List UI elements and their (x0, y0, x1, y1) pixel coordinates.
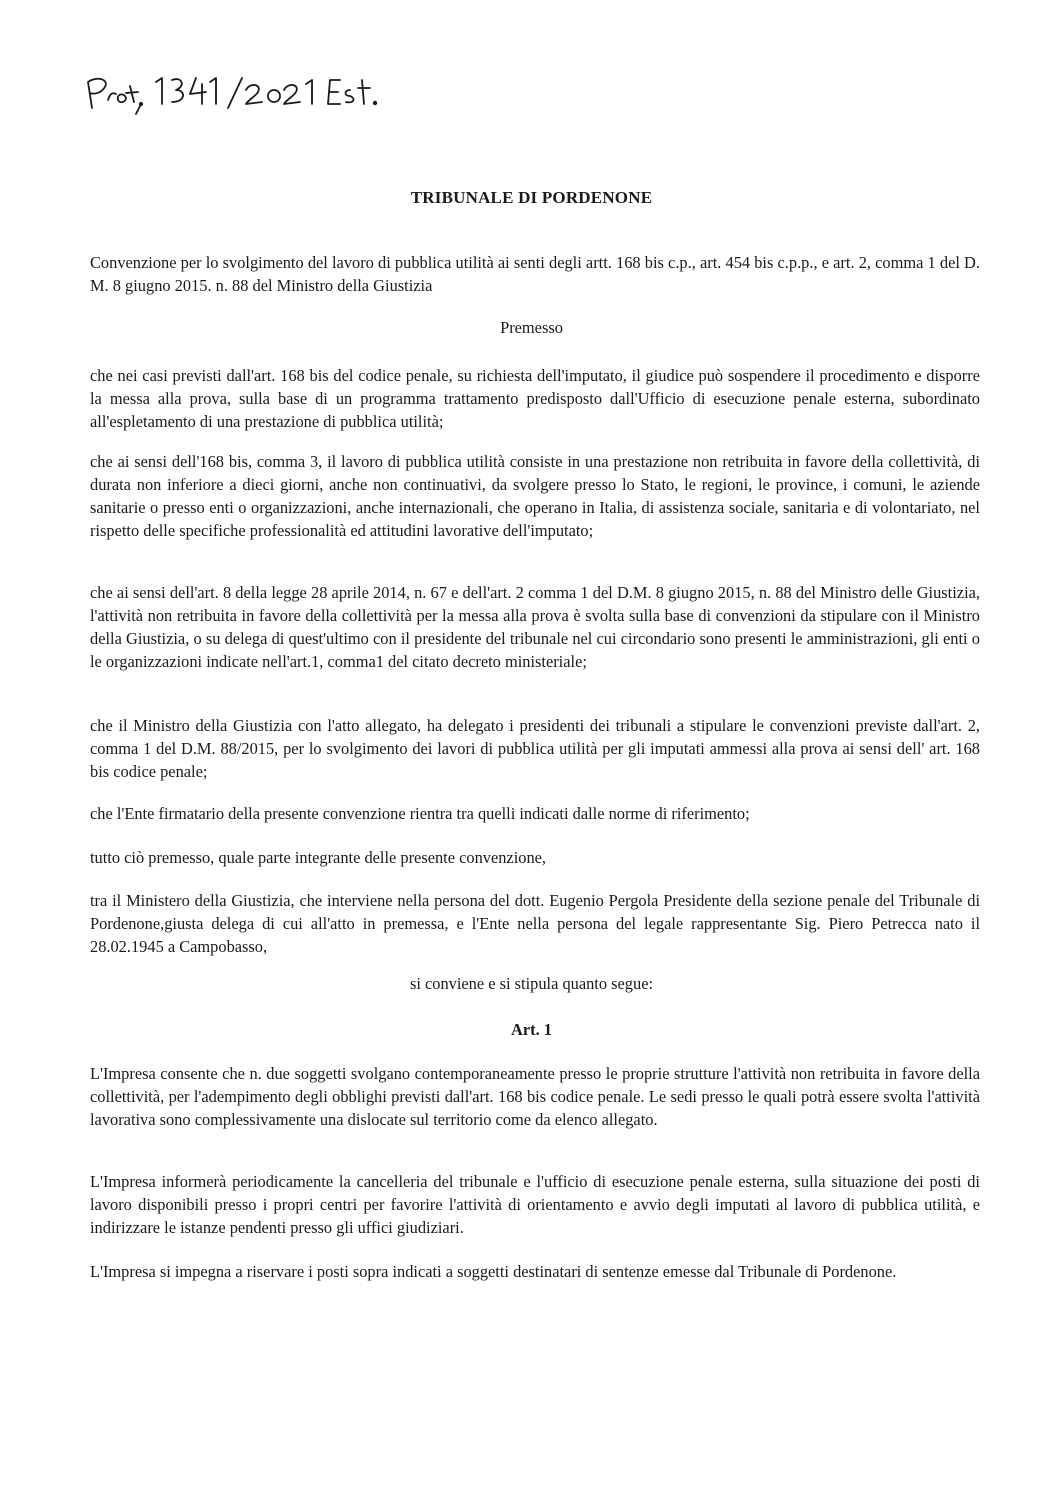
stipula-line: si conviene e si stipula quanto segue: (409, 974, 654, 993)
art1-paragraph-3: L'Impresa si impegna a riservare i posti sopra indicati a soggetti destinatari di sentenze emesse dal Tribunale di Pordenone. (90, 1262, 897, 1281)
document-title: TRIBUNALE DI PORDENONE (410, 188, 653, 207)
intro-paragraph: Convenzione per lo svolgimento del lavoro di pubblica utilità ai senti degli artt. 168 bis c.p., art. 454 bis c.p.p., e art. 2, comma 1 del D. M. 8 giugno 2015. n. 88 del Ministro della Giustizia (90, 253, 980, 295)
paragraph-3: che ai sensi dell'art. 8 della legge 28 aprile 2014, n. 67 e dell'art. 2 comma 1 del D.M. 8 giugno 2015, n. 88 del Ministro delle Giustizia, l'attività non retribuita in favore della collettività per la messa alla prova è svolta sulla base di convenzioni da stipulare con il Ministro della Giustizia, o su delega di quest'ultimo con il presidente del tribunale nel cui circondario sono presenti le amministrazioni, gli enti o le organizzazioni indicate nell'art.1, comma1 del citato decreto ministeriale; (90, 583, 980, 671)
art1-paragraph-1: L'Impresa consente che n. due soggetti svolgano contemporaneamente presso le proprie strutture l'attività non retribuita in favore della collettività, per l'adempimento degli obblighi previsti dall'art. 168 bis codice penale. Le sedi presso le quali potrà essere svolta l'attività lavorativa sono complessivamente una dislocate sul territorio come da elenco allegato. (90, 1064, 980, 1129)
art1-paragraph-2: L'Impresa informerà periodicamente la cancelleria del tribunale e l'ufficio di esecuzione penale esterna, sulla situazione dei posti di lavoro disponibili presso i propri centri per favorire l'attività di orientamento e avvio degli imputati al lavoro di pubblica utilità, e indirizzare le istanze pendenti presso gli uffici giudiziari. (90, 1172, 980, 1237)
premesso-heading: Premesso (500, 318, 563, 337)
paragraph-2: che ai sensi dell'168 bis, comma 3, il lavoro di pubblica utilità consiste in una prestazione non retribuita in favore della collettività, di durata non inferiore a dieci giorni, anche non continuativi, da svolgere presso lo Stato, le regioni, le province, i comuni, le aziende sanitarie o presso enti o organizzazioni, anche internazionali, che operano in Italia, di assistenza sociale, sanitaria e di volontariato, nel rispetto delle specifiche professionalità ed attitudini lavorative dell'imputato; (90, 452, 980, 540)
paragraph-7: tra il Ministero della Giustizia, che interviene nella persona del dott. Eugenio Pergola Presidente della sezione penale del Tribunale di Pordenone,giusta delega di cui all'atto in premessa, e l'Ente nella persona del legale rappresentante Sig. Piero Petrecca nato il 28.02.1945 a Campobasso, (90, 891, 980, 956)
paragraph-4: che il Ministro della Giustizia con l'atto allegato, ha delegato i presidenti dei tribunali a stipulare le convenzioni previste dall'art. 2, comma 1 del D.M. 88/2015, per lo svolgimento dei lavori di pubblica utilità per gli imputati ammessi alla prova ai sensi dell' art. 168 bis codice penale; (90, 716, 980, 781)
handwritten-protocol-note-icon (78, 60, 408, 130)
paragraph-5: che l'Ente firmatario della presente convenzione rientra tra quelli indicati dalle norme di riferimento; (90, 804, 750, 823)
paragraph-1: che nei casi previsti dall'art. 168 bis del codice penale, su richiesta dell'imputato, il giudice può sospendere il procedimento e disporre la messa alla prova, sulla base di un programma trattamento predisposto dall'Ufficio di esecuzione penale esterna, subordinato all'espletamento di una prestazione di pubblica utilità; (90, 366, 980, 431)
paragraph-6: tutto ciò premesso, quale parte integrante delle presente convenzione, (90, 848, 547, 867)
art1-heading: Art. 1 (511, 1020, 552, 1039)
handwritten-protocol-note (78, 60, 408, 130)
